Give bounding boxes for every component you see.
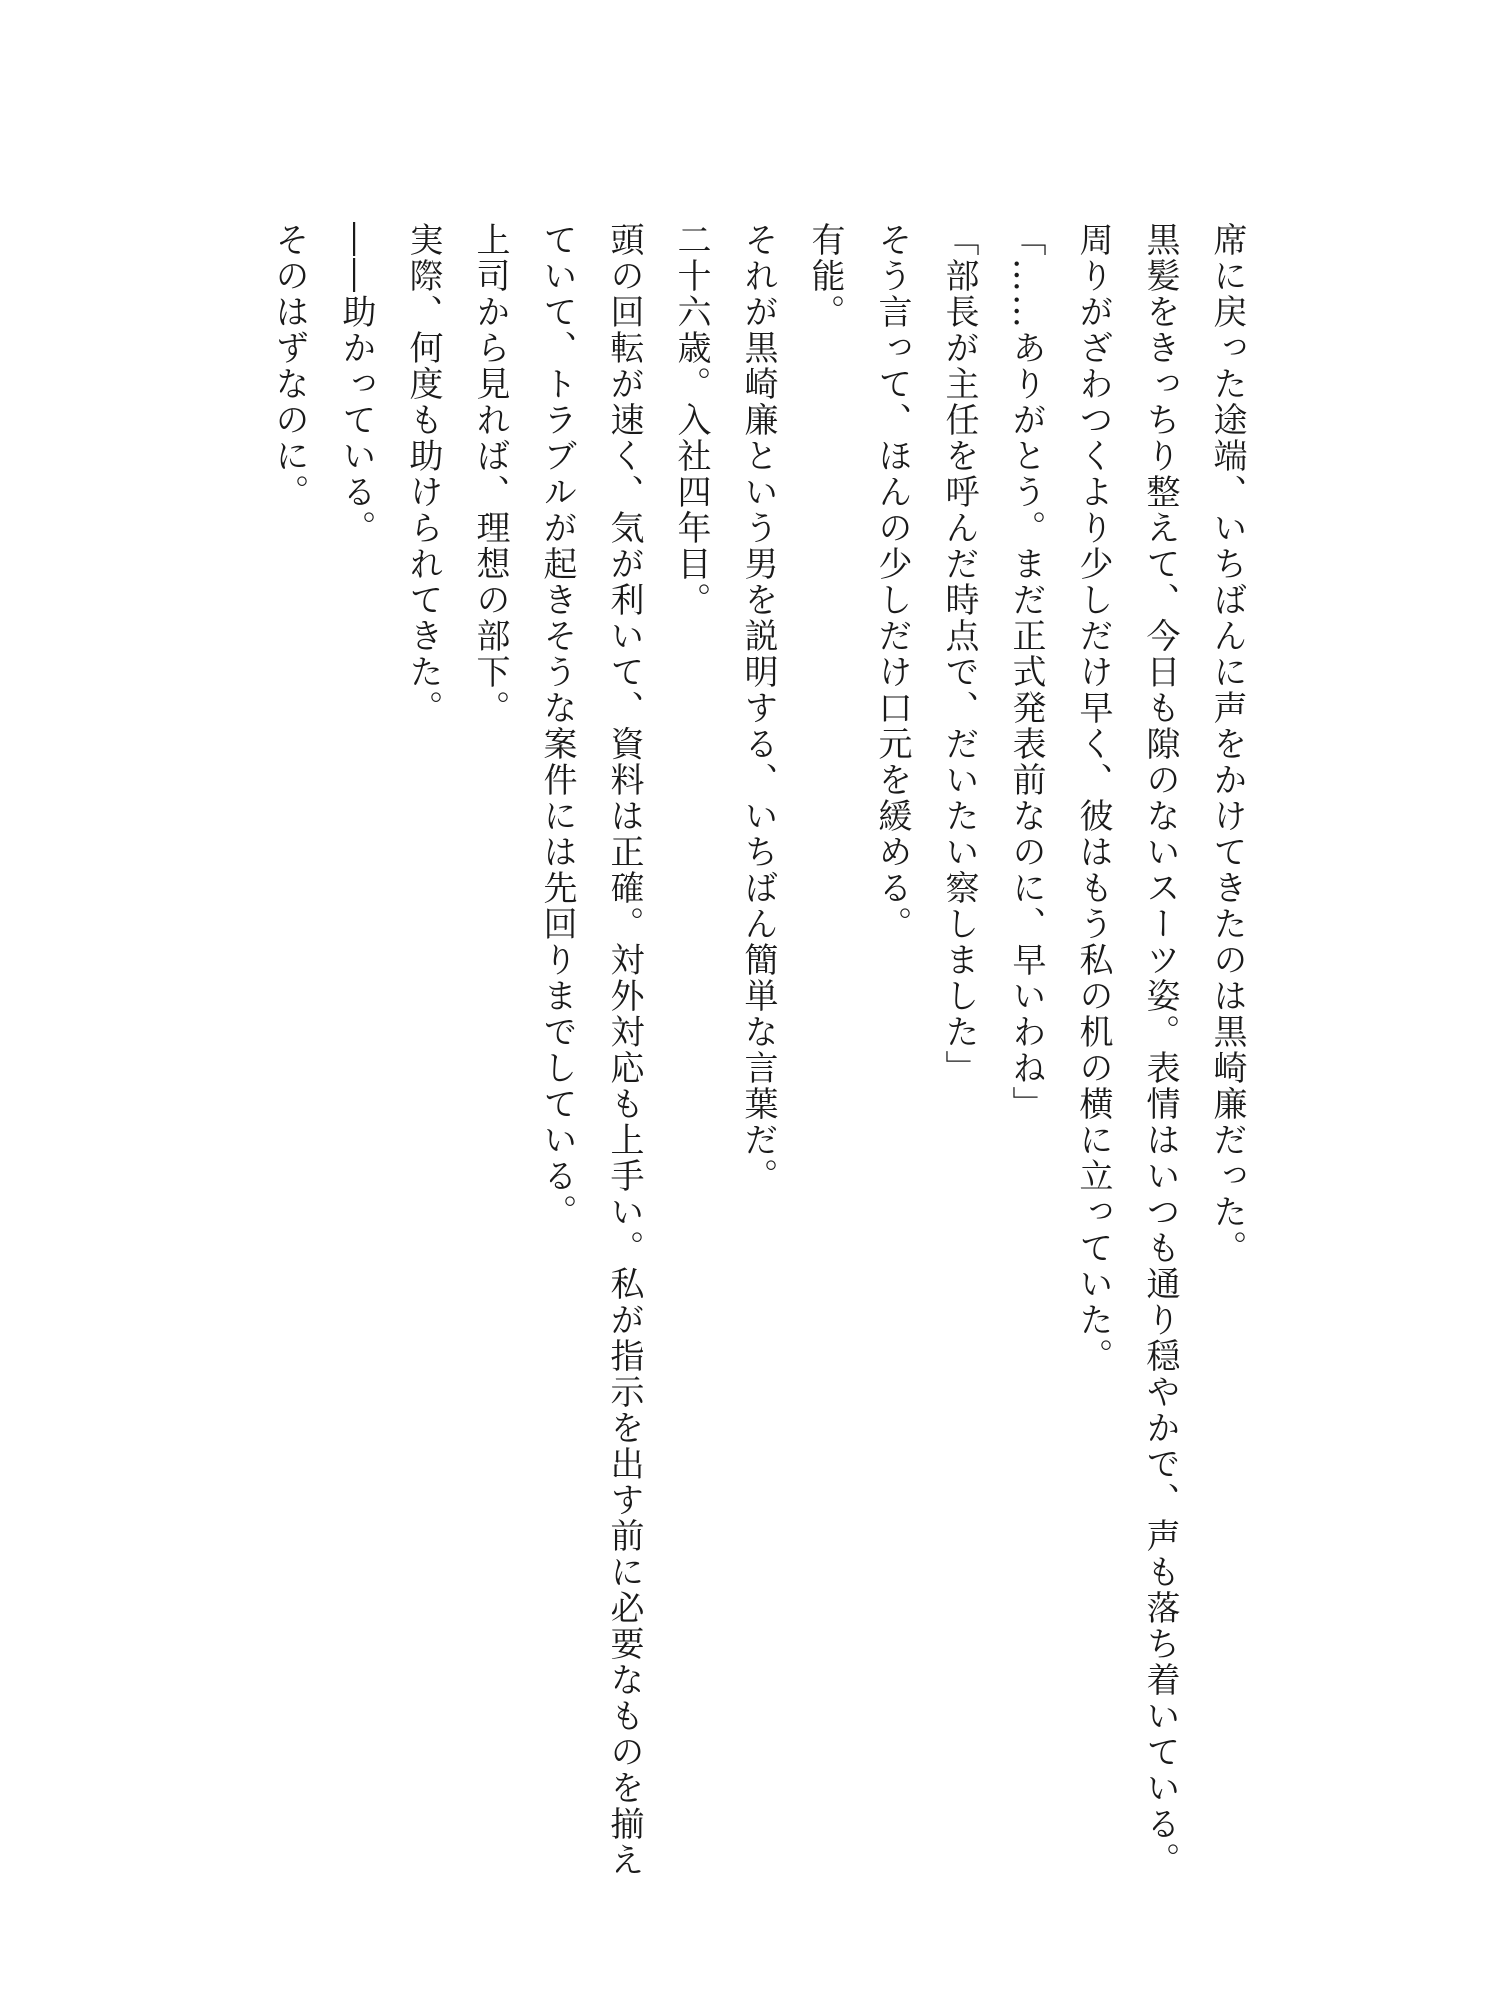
text-line-5: 「部長が主任を呼んだ時点で、だいたい察しました」	[939, 222, 979, 1086]
text-line-4: 「……ありがとう。まだ正式発表前なのに、早いわね」	[1006, 222, 1046, 1122]
text-line-12: 上司から見れば、理想の部下。	[470, 222, 510, 726]
text-line-7: 有能。	[805, 222, 845, 330]
text-line-3: 周りがざわつくより少しだけ早く、彼はもう私の机の横に立っていた。	[1073, 222, 1113, 1374]
text-line-14: ――助かっている。	[336, 222, 376, 546]
text-line-6: そう言って、ほんの少しだけ口元を緩める。	[872, 222, 912, 942]
text-line-2: 黒髪をきっちり整えて、今日も隙のないスーツ姿。表情はいつも通り穏やかで、声も落ち着いている。	[1140, 222, 1180, 1878]
text-line-9: 二十六歳。入社四年目。	[671, 222, 711, 618]
text-line-11: ていて、トラブルが起きそうな案件には先回りまでしている。	[537, 222, 577, 1230]
text-line-15: そのはずなのに。	[269, 222, 309, 510]
vertical-text-body	[255, 222, 1260, 1878]
text-line-8: それが黒崎廉という男を説明する、いちばん簡単な言葉だ。	[738, 222, 778, 1194]
text-line-10: 頭の回転が速く、気が利いて、資料は正確。対外対応も上手い。私が指示を出す前に必要なものを揃え	[604, 222, 644, 1878]
text-line-1: 席に戻った途端、いちばんに声をかけてきたのは黒崎廉だった。	[1207, 222, 1247, 1266]
text-line-13: 実際、何度も助けられてきた。	[403, 222, 443, 726]
